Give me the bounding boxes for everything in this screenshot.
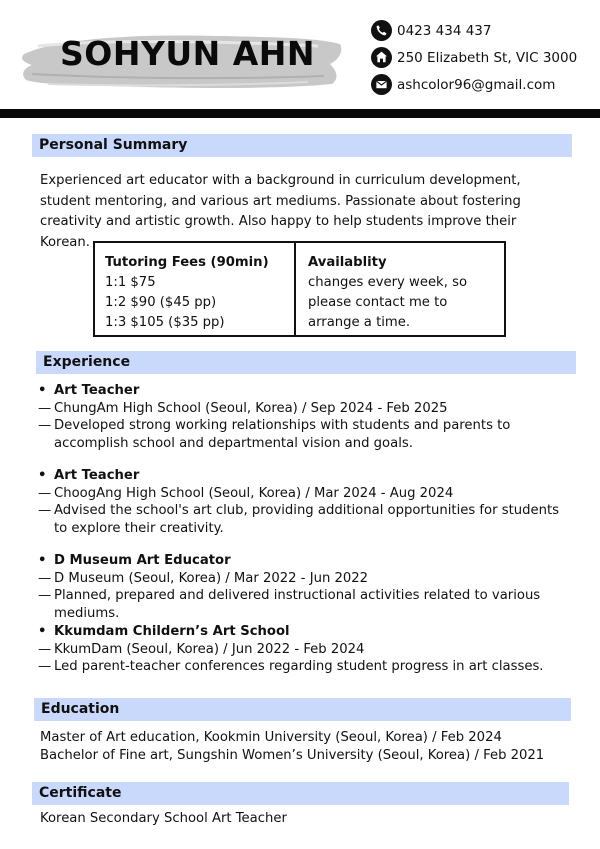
experience-item: • D Museum Art Educator — D Museum (Seoul, Korea) / Mar 2022 - Jun 2022 — Planned, prepared and delivered instructional activities related to various mediums. bbox=[38, 552, 568, 622]
education-entry: Master of Art education, Kookmin University (Seoul, Korea) / Feb 2024 bbox=[40, 730, 502, 745]
header-divider bbox=[0, 109, 600, 118]
job-detail: KkumDam (Seoul, Korea) / Jun 2022 - Feb 2024 bbox=[54, 641, 365, 657]
job-detail: Planned, prepared and delivered instructional activities related to various mediums. bbox=[54, 588, 541, 621]
summary-text: Experienced art educator with a background in curriculum development, student mentoring, and various art mediums. Passionate about fostering creativity and artistic growth. Also happy to help students improve their Korean. bbox=[40, 173, 521, 250]
experience-item: • Art Teacher — ChoogAng High School (Seoul, Korea) / Mar 2024 - Aug 2024 — Advised the school's art club, providing additional opportunities for students to explore their creativity. bbox=[38, 467, 568, 537]
section-education bbox=[34, 698, 571, 721]
job-detail: Developed strong working relationships with students and parents to accomplish school and departmental vision and goals. bbox=[54, 418, 511, 451]
availability-text: changes every week, so please contact me to arrange a time. bbox=[308, 275, 468, 330]
job-detail: Advised the school's art club, providing additional opportunities for students to explore their creativity. bbox=[54, 503, 560, 536]
contact-address bbox=[371, 44, 596, 71]
job-title: Art Teacher bbox=[54, 383, 140, 398]
section-experience bbox=[36, 351, 576, 374]
job-title: Art Teacher bbox=[54, 468, 140, 483]
section-heading: Education bbox=[41, 701, 120, 717]
fee-line: 1:2 $90 ($45 pp) bbox=[105, 295, 217, 310]
resume-header bbox=[0, 0, 600, 110]
contact-phone bbox=[371, 17, 596, 44]
availability-cell bbox=[296, 243, 504, 335]
certificate-list bbox=[40, 810, 570, 828]
fee-line: 1:1 $75 bbox=[105, 275, 156, 290]
section-certificate bbox=[32, 782, 569, 805]
job-title: Kkumdam Childern’s Art School bbox=[54, 624, 290, 639]
section-heading: Certificate bbox=[39, 785, 122, 801]
mail-icon bbox=[371, 74, 392, 95]
phone-icon bbox=[371, 20, 392, 41]
fees-heading: Tutoring Fees (90min) bbox=[105, 255, 269, 270]
job-detail: D Museum (Seoul, Korea) / Mar 2022 - Jun 2022 bbox=[54, 570, 369, 586]
section-heading: Experience bbox=[43, 354, 131, 370]
section-heading: Personal Summary bbox=[39, 137, 188, 153]
job-detail: Led parent-teacher conferences regarding student progress in art classes. bbox=[54, 659, 544, 674]
home-icon bbox=[371, 47, 392, 68]
contact-email bbox=[371, 71, 596, 98]
experience-item: • Kkumdam Childern’s Art School — KkumDam (Seoul, Korea) / Jun 2022 - Feb 2024 — Led parent-teacher conferences regarding student progress in art classes. bbox=[38, 623, 568, 676]
fees-cell bbox=[95, 243, 296, 335]
section-personal-summary bbox=[32, 134, 572, 157]
email-address[interactable]: ashcolor96@gmail.com bbox=[397, 76, 556, 93]
availability-heading: Availablity bbox=[308, 255, 387, 270]
address-text: 250 Elizabeth St, VIC 3000 bbox=[397, 49, 578, 66]
fees-availability-table bbox=[93, 241, 506, 337]
education-list bbox=[40, 729, 570, 765]
education-entry: Bachelor of Fine art, Sungshin Women’s University (Seoul, Korea) / Feb 2021 bbox=[40, 748, 545, 763]
candidate-name: SOHYUN AHN bbox=[60, 34, 316, 73]
fee-line: 1:3 $105 ($35 pp) bbox=[105, 315, 225, 330]
job-detail: ChungAm High School (Seoul, Korea) / Sep 2024 - Feb 2025 bbox=[54, 400, 448, 416]
job-title: D Museum Art Educator bbox=[54, 553, 231, 568]
job-detail: ChoogAng High School (Seoul, Korea) / Mar 2024 - Aug 2024 bbox=[54, 485, 454, 501]
contact-info bbox=[371, 17, 596, 98]
certificate-entry: Korean Secondary School Art Teacher bbox=[40, 811, 287, 826]
experience-item: • Art Teacher — ChungAm High School (Seoul, Korea) / Sep 2024 - Feb 2025 — Developed strong working relationships with students and parents to accomplish school and departmental vision and goals. bbox=[38, 382, 568, 452]
phone-number[interactable]: 0423 434 437 bbox=[397, 22, 492, 39]
